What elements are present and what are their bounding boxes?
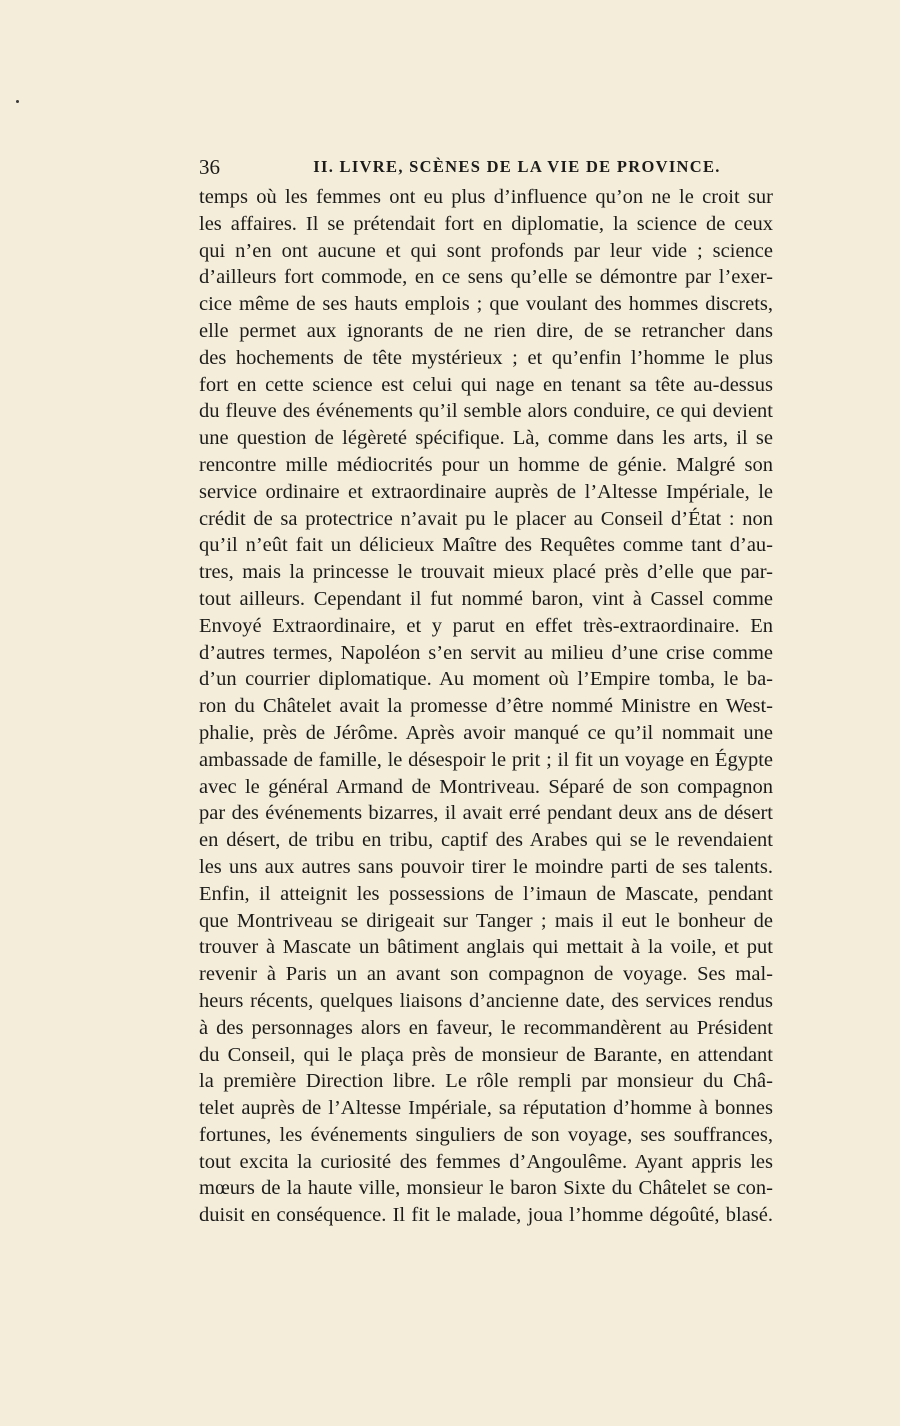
text-line: tres, mais la princesse le trouvait mieux placé près d’elle que par- (199, 561, 773, 584)
running-head: II. LIVRE, SCÈNES DE LA VIE DE PROVINCE. (313, 157, 721, 176)
text-line: service ordinaire et extraordinaire auprès de l’Altesse Impériale, le (199, 480, 773, 503)
text-line: fort en cette science est celui qui nage en tenant sa tête au-dessus (199, 373, 773, 396)
text-line: les uns aux autres sans pouvoir tirer le moindre parti de ses talents. (199, 855, 773, 878)
text-line: qui n’en ont aucune et qui sont profonds par leur vide ; science (199, 239, 773, 262)
text-line: que Montriveau se dirigeait sur Tanger ; mais il eut le bonheur de (199, 909, 773, 932)
text-line: trouver à Mascate un bâtiment anglais qui mettait à la voile, et put (199, 936, 773, 959)
text-line: en désert, de tribu en tribu, captif des Arabes qui se le revendaient (199, 829, 773, 852)
text-line: à des personnages alors en faveur, le recommandèrent au Président (199, 1016, 773, 1039)
text-line: des hochements de tête mystérieux ; et qu’enfin l’homme le plus (199, 346, 773, 369)
text-line: cice même de ses hauts emplois ; que voulant des hommes discrets, (199, 293, 773, 316)
text-line: duisit en conséquence. Il fit le malade, joua l’homme dégoûté, blasé. (199, 1204, 773, 1227)
text-line: heurs récents, quelques liaisons d’ancienne date, des services rendus (199, 989, 773, 1012)
text-line: mœurs de la haute ville, monsieur le baron Sixte du Châtelet se con- (199, 1177, 773, 1200)
text-line: tout excita la curiosité des femmes d’Angoulême. Ayant appris les (199, 1150, 773, 1173)
text-line: par des événements bizarres, il avait erré pendant deux ans de désert (199, 802, 773, 825)
text-line: du fleuve des événements qu’il semble alors conduire, ce qui devient (199, 400, 773, 423)
text-line: du Conseil, qui le plaça près de monsieur de Barante, en attendant (199, 1043, 773, 1066)
text-line: les affaires. Il se prétendait fort en diplomatie, la science de ceux (199, 212, 773, 235)
text-line: rencontre mille médiocrités pour un homme de génie. Malgré son (199, 453, 773, 476)
text-line: ron du Châtelet avait la promesse d’être nommé Ministre en West- (199, 695, 773, 718)
text-line: d’un courrier diplomatique. Au moment où l’Empire tomba, le ba- (199, 668, 773, 691)
text-line: elle permet aux ignorants de ne rien dire, de se retrancher dans (199, 319, 773, 342)
page-header (199, 150, 773, 184)
text-line: avec le général Armand de Montriveau. Séparé de son compagnon (199, 775, 773, 798)
text-line: tout ailleurs. Cependant il fut nommé baron, vint à Cassel comme (199, 587, 773, 610)
text-line: la première Direction libre. Le rôle rempli par monsieur du Châ- (199, 1070, 773, 1093)
text-line: telet auprès de l’Altesse Impériale, sa réputation d’homme à bonnes (199, 1097, 773, 1120)
text-line: une question de légèreté spécifique. Là, comme dans les arts, il se (199, 427, 773, 450)
text-line: crédit de sa protectrice n’avait pu le placer au Conseil d’État : non (199, 507, 773, 530)
text-line: d’autres termes, Napoléon s’en servit au milieu d’une crise comme (199, 641, 773, 664)
text-line: Envoyé Extraordinaire, et y parut en effet très-extraordinaire. En (199, 614, 773, 637)
text-line: Enfin, il atteignit les possessions de l’imaun de Mascate, pendant (199, 882, 773, 905)
text-line: temps où les femmes ont eu plus d’influence qu’on ne le croit sur (199, 186, 773, 208)
body-text (199, 184, 773, 1229)
text-line: phalie, près de Jérôme. Après avoir manqué ce qu’il nommait une (199, 721, 773, 744)
text-line: qu’il n’eût fait un délicieux Maître des Requêtes comme tant d’au- (199, 534, 773, 557)
text-line: d’ailleurs fort commode, en ce sens qu’elle se démontre par l’exer- (199, 266, 773, 289)
page-speck (16, 100, 19, 103)
text-line: ambassade de famille, le désespoir le prit ; il fit un voyage en Égypte (199, 748, 773, 771)
page-number: 36 (199, 155, 220, 179)
text-line: revenir à Paris un an avant son compagnon de voyage. Ses mal- (199, 963, 773, 986)
text-line: fortunes, les événements singuliers de son voyage, ses souffrances, (199, 1123, 773, 1146)
